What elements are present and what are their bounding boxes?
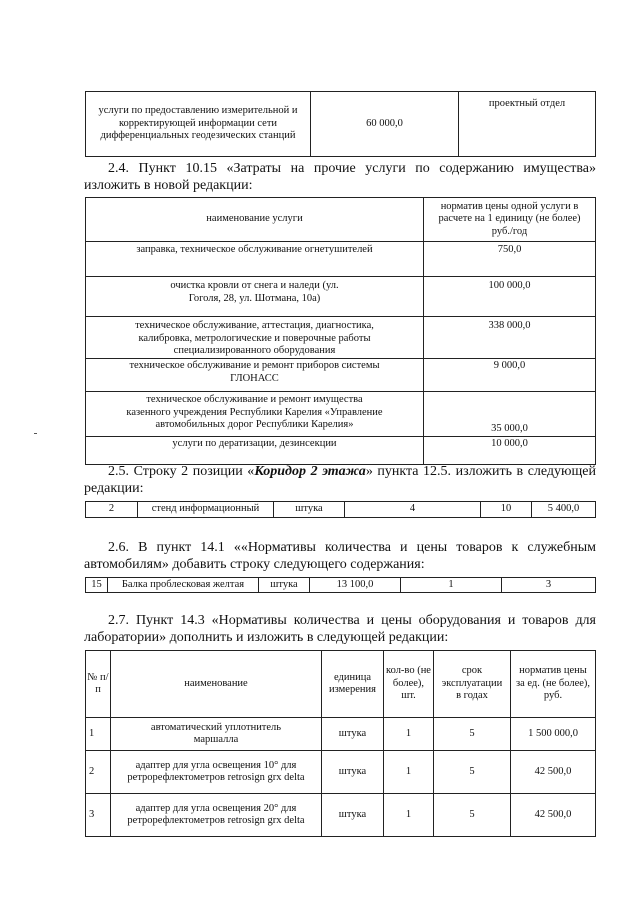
lab-row-qty: 1 (384, 718, 434, 751)
services-row-name: техническое обслуживание, аттестация, диагностика, калибровка, метрологические и поверочные работы специализированного оборудования (86, 317, 424, 359)
paragraph-2-6: 2.6. В пункт 14.1 ««Нормативы количества и цены товаров к служебным автомобилям» добавить строку следующего содержания: (84, 540, 596, 572)
lab-row-term: 5 (434, 794, 511, 837)
scan-speck (34, 433, 37, 434)
services-row-name: техническое обслуживание и ремонт приборов системы ГЛОНАСС (86, 359, 424, 392)
lab-row-term: 5 (434, 751, 511, 794)
corridor-row-table (85, 501, 596, 518)
corridor-cell-name: стенд информационный (138, 502, 274, 518)
corridor-cell-term: 10 (481, 502, 532, 518)
services-header-name: наименование услуги (86, 198, 424, 242)
corridor-cell-price: 5 400,0 (532, 502, 596, 518)
paragraph-2-5-text: 2.5. Строку 2 позиции « (108, 464, 255, 479)
services-row-name: очистка кровли от снега и наледи (ул. Гоголя, 28, ул. Шотмана, 10а) (86, 277, 424, 317)
auto-cell-term: 3 (502, 578, 596, 593)
services-row-name: техническое обслуживание и ремонт имущества казенного учреждения Республики Карелия «Управление автомобильных дорог Республики Карелия» (86, 392, 424, 437)
corridor-cell-number: 2 (86, 502, 138, 518)
lab-row-qty: 1 (384, 751, 434, 794)
services-row-price: 9 000,0 (424, 359, 596, 392)
lab-row-name: адаптер для угла освещения 20° для ретрорефлектометров retrosign grx delta (111, 794, 322, 837)
services-row-price: 35 000,0 (424, 392, 596, 437)
services-row-name: заправка, техническое обслуживание огнетушителей (86, 242, 424, 277)
paragraph-2-5-bold: Коридор 2 этажа (254, 464, 366, 479)
auto-cell-unit: штука (259, 578, 310, 593)
auto-cell-qty: 1 (401, 578, 502, 593)
lab-header-unit: единица измерения (322, 651, 384, 718)
lab-row-term: 5 (434, 718, 511, 751)
lab-header-qty: кол-во (не более), шт. (384, 651, 434, 718)
lab-row-unit: штука (322, 794, 384, 837)
auto-cell-price: 13 100,0 (310, 578, 401, 593)
auto-cell-number: 15 (86, 578, 108, 593)
paragraph-2-5 (84, 463, 596, 497)
services-row-name: услуги по дератизации, дезинсекции (86, 437, 424, 465)
lab-row-price: 42 500,0 (511, 751, 596, 794)
lab-row-qty: 1 (384, 794, 434, 837)
services-header-price: норматив цены одной услуги в расчете на 1 единицу (не более) руб./год (424, 198, 596, 242)
top-service-price: 60 000,0 (311, 92, 459, 157)
services-table (85, 197, 596, 465)
lab-row-price: 42 500,0 (511, 794, 596, 837)
lab-row-number: 1 (86, 718, 111, 751)
lab-row-name: адаптер для угла освещения 10° для ретрорефлектометров retrosign grx delta (111, 751, 322, 794)
lab-equipment-table (85, 650, 596, 837)
paragraph-2-4: 2.4. Пункт 10.15 «Затраты на прочие услуги по содержанию имущества» изложить в новой редакции: (84, 161, 596, 193)
corridor-cell-unit: штука (274, 502, 345, 518)
lab-header-term: срок эксплуатации в годах (434, 651, 511, 718)
lab-row-unit: штука (322, 751, 384, 794)
top-service-table (85, 91, 596, 157)
lab-row-number: 3 (86, 794, 111, 837)
services-row-price: 338 000,0 (424, 317, 596, 359)
paragraph-2-5-text-end: » пункта 12.5. изложить в следующей редакции: (84, 464, 596, 496)
services-row-price: 100 000,0 (424, 277, 596, 317)
lab-row-number: 2 (86, 751, 111, 794)
top-service-name: услуги по предоставлению измерительной и корректирующей информации сети дифференциальных геодезических станций (86, 92, 311, 157)
services-row-price: 750,0 (424, 242, 596, 277)
paragraph-2-7: 2.7. Пункт 14.3 «Нормативы количества и цены оборудования и товаров для лаборатории» дополнить и изложить в следующей редакции: (84, 613, 596, 645)
corridor-cell-qty: 4 (345, 502, 481, 518)
lab-header-name: наименование (111, 651, 322, 718)
lab-header-number: № п/п (86, 651, 111, 718)
auto-goods-row-table (85, 577, 596, 593)
lab-row-price: 1 500 000,0 (511, 718, 596, 751)
services-row-price: 10 000,0 (424, 437, 596, 465)
lab-header-price: норматив цены за ед. (не более), руб. (511, 651, 596, 718)
lab-row-unit: штука (322, 718, 384, 751)
top-service-department: проектный отдел (459, 92, 596, 157)
lab-row-name: автоматический уплотнитель маршалла (111, 718, 322, 751)
auto-cell-name: Балка проблесковая желтая (108, 578, 259, 593)
